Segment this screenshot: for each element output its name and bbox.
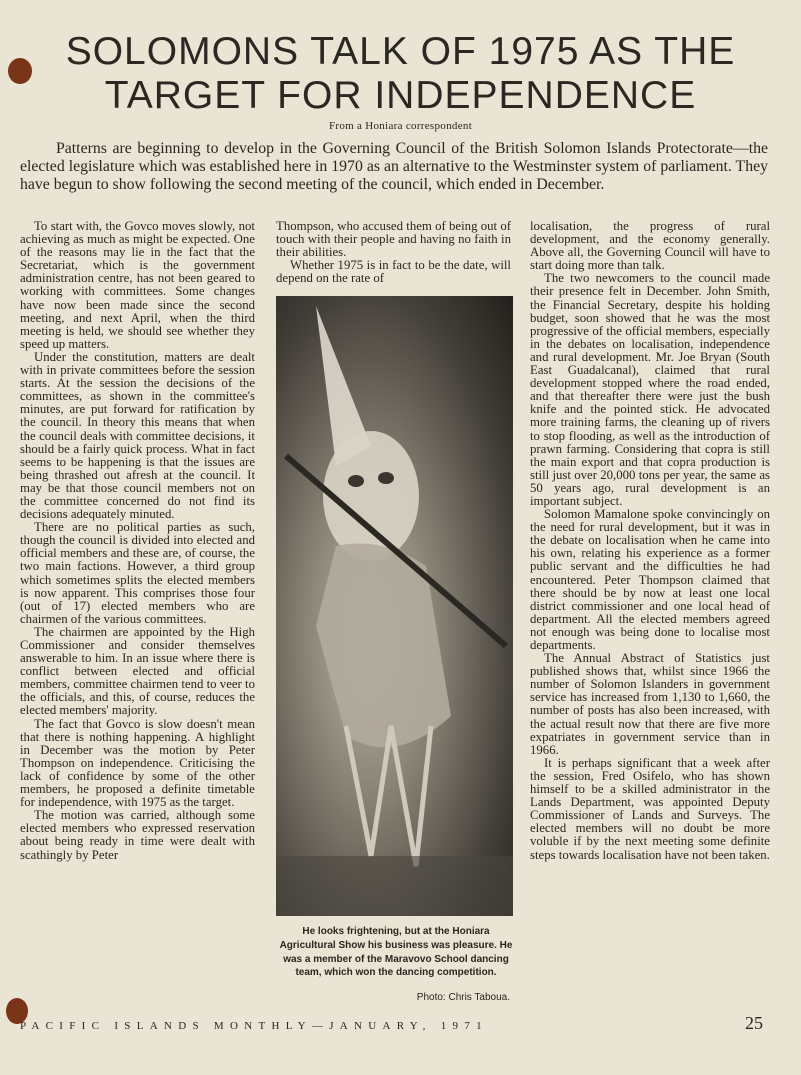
paragraph: There are no political parties as such, though the council is divided into elected and official members and these are, of course, the two main factions. However, a third group which sometimes splits the elected members is now apparent. This comprises those four (out of 17) elected members who are chairmen of the various committees. [20,520,255,626]
article-standfirst: Patterns are beginning to develop in the Governing Council of the British Solomon Islands Protectorate—the elected legislature which was established here in 1970 as an alternative to the Westminster system of parliament. They have begun to show following the second meeting of the council, which ended in December. [20,140,768,194]
paragraph: The two newcomers to the council made their presence felt in December. John Smith, the Financial Secretary, despite his holding budget, soon showed that he was the most progressive of the official members, especially in the debates on localisation, independence and rural development. Mr. Joe Bryan (South East Guadalcanal), claimed that rural development stopped where the road ended, and that thereafter there were just the bush knife and the pointed stick. He advocated more training farms, the cleaning up of rivers to stop flooding, as well as the introduction of prawn farming. Considering that copra is still the main export and that copra production is still just over 20,000 tons per year, the same as 50 years ago, rural development is an important subject. [530,271,770,508]
article-column-2 [276,220,511,285]
photo-caption: He looks frightening, but at the Honiara Agricultural Show his business was pleasure. He was a member of the Maravovo School dancing team, which won the dancing competition. [279,926,513,979]
paragraph: The motion was carried, although some elected members who expressed reservation about being ready in time were dealt with scathingly by Peter [20,808,255,862]
article-byline: From a Honiara correspondent [328,120,473,132]
paragraph: Whether 1975 is in fact to be the date, will depend on the rate of [276,258,511,285]
article-column-1 [20,220,255,1010]
paragraph: Solomon Mamalone spoke convincingly on the need for rural development, but it was in the debate on localisation when he came into his own, relating his experience as a former public servant and the difficulties he had encountered. Peter Thompson claimed that there should be by now at least one local district commissioner and one local head of department. All the elected members agreed not enough was being done to localise most departments. [530,507,770,652]
article-headline: SOLOMONS TALK OF 1975 AS THE TARGET FOR INDEPENDENCE [65,30,736,117]
paragraph: It is perhaps significant that a week after the session, Fred Osifelo, who has shown himself to be a skilled administrator in the Lands Department, was appointed Deputy Commissioner of Lands and Surveys. The elected members will no doubt be more voluble if by the next meeting some definite steps towards localisation have not been taken. [530,755,770,862]
paragraph: Thompson, who accused them of being out of touch with their people and having no faith in their abilities. [276,220,511,260]
photo-credit: Photo: Chris Taboua. [416,992,510,1003]
paragraph: The Annual Abstract of Statistics just published shows that, whilst since 1966 the number of Solomon Islanders in government service has increased from 1,130 to 1,660, the number of posts has also been increased, with the actual result now that there are five more expatriates in government service than in 1966. [530,651,770,757]
paragraph: The chairmen are appointed by the High Commissioner and consider themselves answerable to him. In an issue where there is conflict between elected and official members, committee chairmen tend to veer to the officials, and this, of course, reduces the elected members' majority. [20,624,255,718]
article-column-3 [530,220,770,1010]
publication-footer: PACIFIC ISLANDS MONTHLY—JANUARY, 1971 [20,1020,488,1032]
paragraph: Under the constitution, matters are dealt with in private committees before the session starts. At the session the decisions of the committees, as shown in the committee's minutes, are put forward for ratification by the council. In theory this means that when the council deals with committee decisions, it should be a fairly quick process. What in fact seems to be happening is that the issues are being thrashed out afresh at the council. It may be that those council members not on the committee concerned do not find its decisions adequately minuted. [20,349,255,522]
paragraph: To start with, the Govco moves slowly, not achieving as much as might be expected. One of the reasons may lie in the fact that the Secretariat, which is the government administration centre, has not been geared to working with committees. Some changes have now been made since the second meeting, and next April, when the third meeting is held, we should see whether they speed up matters. [20,220,255,351]
page-number: 25 [745,1013,763,1033]
paragraph: The fact that Govco is slow doesn't mean that there is nothing happening. A highlight in December was the motion by Peter Thompson on independence. Criticising the lack of confidence by some of the other members, he proposed a definite timetable for independence, with 1975 as the target. [20,716,255,810]
dancer-photo [276,296,513,916]
paragraph: localisation, the progress of rural development, and the economy generally. Above all, the Governing Council will have to start doing more than talk. [530,220,770,273]
